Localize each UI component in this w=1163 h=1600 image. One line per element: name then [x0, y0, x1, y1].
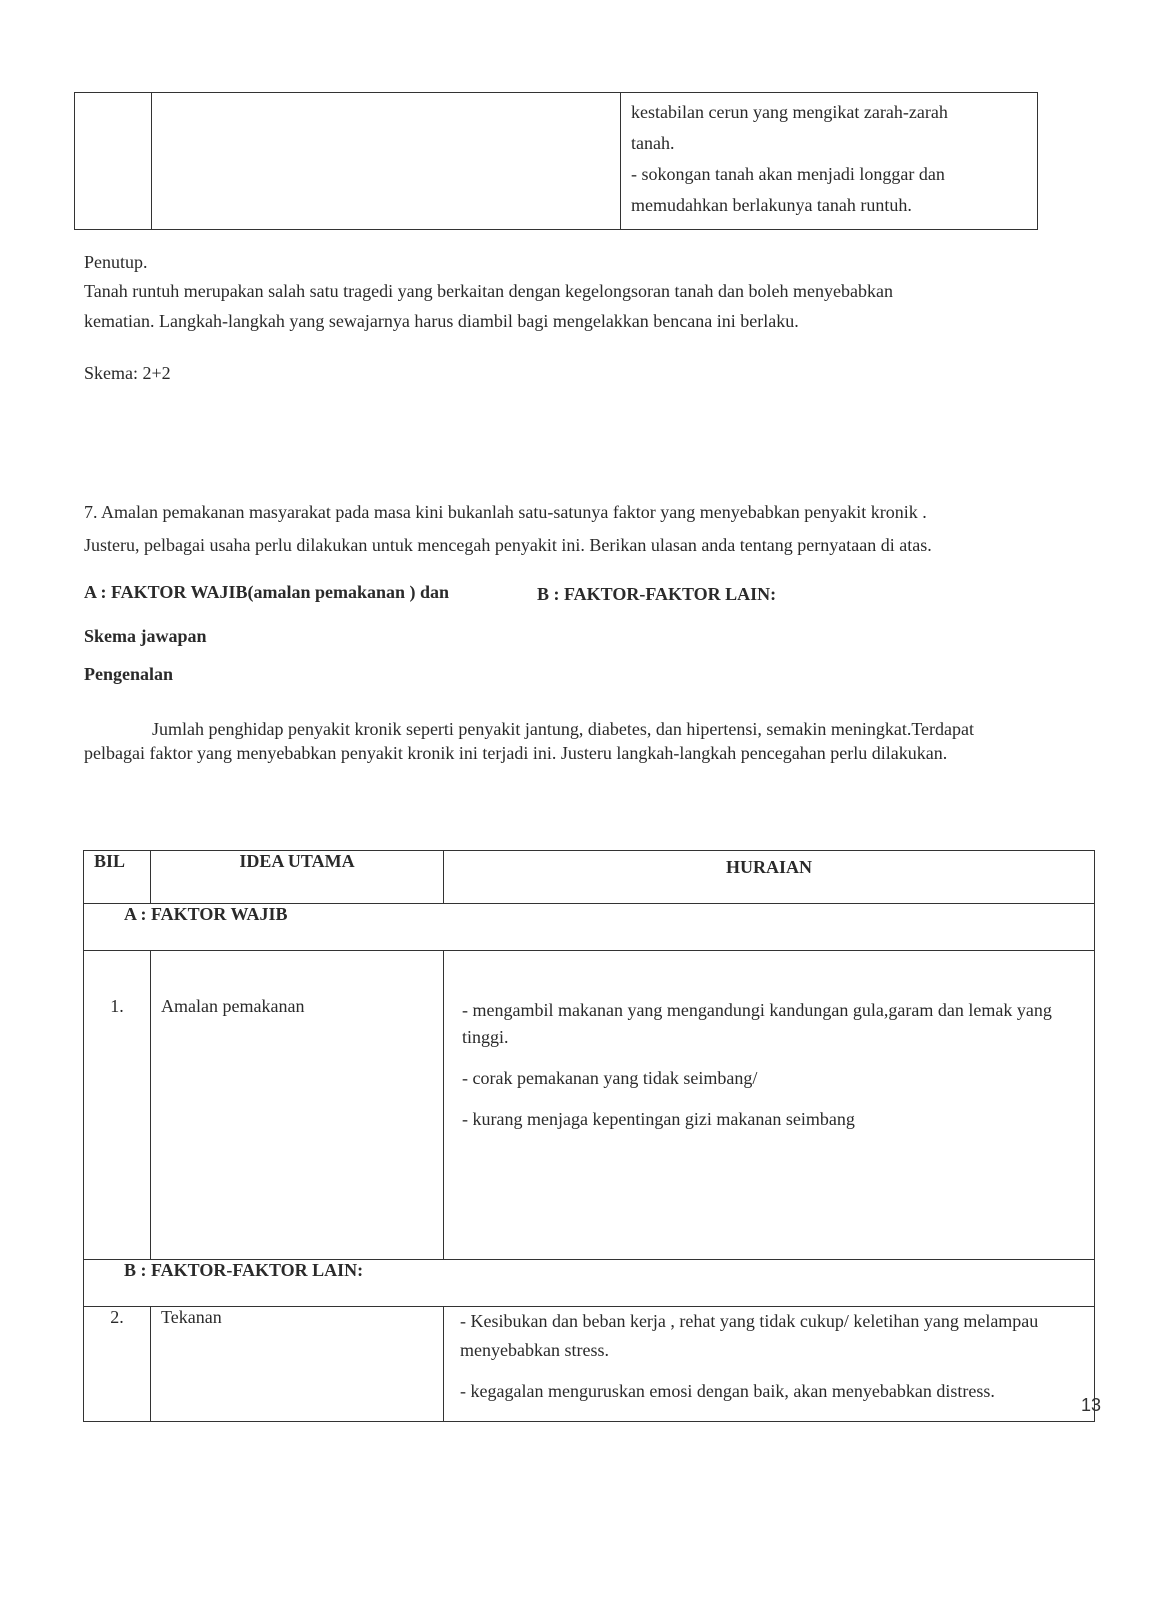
pengenalan-line: Jumlah penghidap penyakit kronik seperti penyakit jantung, diabetes, dan hipertensi, semakin meningkat.Terdapat [152, 719, 975, 739]
cell-line: memudahkan berlakunya tanah runtuh. [631, 195, 912, 215]
huraian-point: - Kesibukan dan beban kerja , rehat yang tidak cukup/ keletihan yang melampau menyebabkan stress. [460, 1311, 1039, 1360]
row-huraian [444, 1307, 1095, 1422]
row-number: 2. [84, 1307, 151, 1422]
header-idea-utama: IDEA UTAMA [151, 851, 444, 904]
section-row [84, 1260, 1095, 1307]
description-cell [621, 93, 1038, 230]
header-huraian: HURAIAN [444, 851, 1095, 904]
page-number: 13 [1080, 1395, 1101, 1415]
pengenalan-line: pelbagai faktor yang menyebabkan penyakit kronik ini terjadi ini. Justeru langkah-langkah pencegahan perlu dilakukan. [84, 743, 948, 763]
section-b-cell [84, 1260, 1095, 1307]
factor-a-heading: A : FAKTOR WAJIB(amalan pemakanan ) dan [84, 582, 450, 602]
section-a-cell [84, 904, 1095, 951]
header-bil: BIL [84, 851, 151, 904]
row-idea: Tekanan [151, 1307, 444, 1422]
section-b-label: B : FAKTOR-FAKTOR LAIN: [124, 1260, 364, 1280]
empty-cell [75, 93, 152, 230]
table-header-row [84, 851, 1095, 904]
section-row [84, 904, 1095, 951]
penutup-title: Penutup. [84, 252, 148, 272]
penutup-line: kematian. Langkah-langkah yang sewajarnya harus diambil bagi mengelakkan bencana ini berlaku. [84, 311, 799, 331]
row-idea: Amalan pemakanan [151, 951, 444, 1260]
row-huraian [444, 951, 1095, 1260]
section-a-label: A : FAKTOR WAJIB [124, 904, 288, 924]
skema-label: Skema: 2+2 [84, 363, 171, 383]
table-row [84, 1307, 1095, 1422]
skema-jawapan-heading: Skema jawapan [84, 626, 207, 646]
cell-line: tanah. [631, 133, 675, 153]
cell-line: - sokongan tanah akan menjadi longgar dan [631, 164, 945, 184]
answer-table [83, 850, 1095, 1422]
table-row [75, 93, 1038, 230]
huraian-point: - kegagalan menguruskan emosi dengan baik, akan menyebabkan distress. [460, 1381, 995, 1401]
question-line: 7. Amalan pemakanan masyarakat pada masa kini bukanlah satu-satunya faktor yang menyebabkan penyakit kronik . [84, 502, 927, 522]
row-number: 1. [84, 951, 151, 1260]
pengenalan-heading: Pengenalan [84, 664, 174, 684]
continuation-table [74, 92, 1038, 230]
huraian-point: - kurang menjaga kepentingan gizi makanan seimbang [462, 1109, 855, 1129]
empty-cell [152, 93, 621, 230]
huraian-point: - mengambil makanan yang mengandungi kandungan gula,garam dan lemak yang tinggi. [462, 1000, 1052, 1047]
table-row [84, 951, 1095, 1260]
huraian-point: - corak pemakanan yang tidak seimbang/ [462, 1068, 758, 1088]
factor-b-heading: B : FAKTOR-FAKTOR LAIN: [537, 584, 777, 604]
question-line: Justeru, pelbagai usaha perlu dilakukan untuk mencegah penyakit ini. Berikan ulasan anda tentang pernyataan di atas. [84, 535, 932, 555]
cell-line: kestabilan cerun yang mengikat zarah-zarah [631, 102, 948, 122]
penutup-line: Tanah runtuh merupakan salah satu tragedi yang berkaitan dengan kegelongsoran tanah dan boleh menyebabkan [84, 281, 893, 301]
